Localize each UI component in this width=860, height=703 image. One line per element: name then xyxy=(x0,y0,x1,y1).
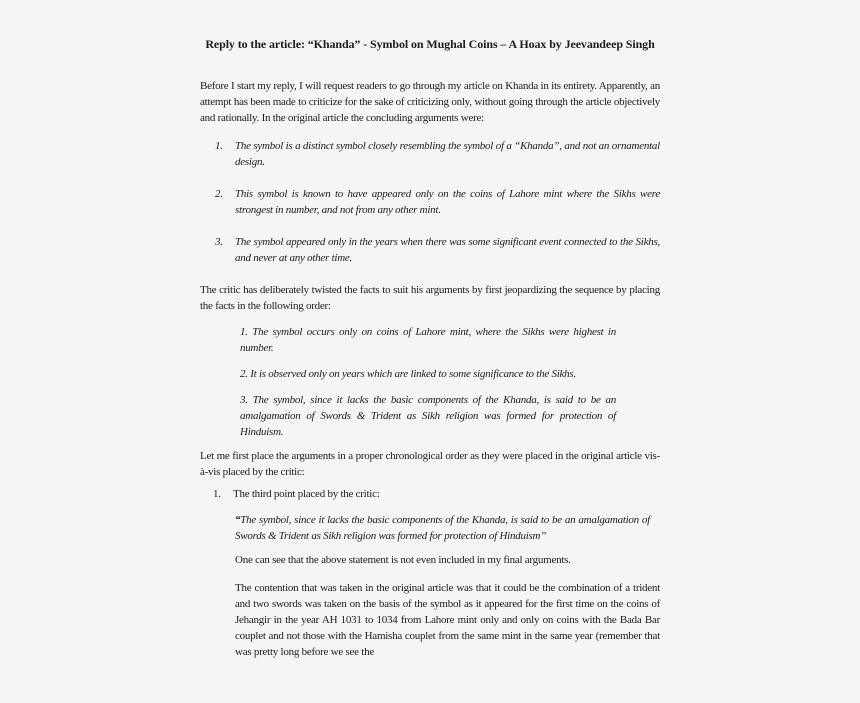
paragraph-observation: One can see that the above statement is not even included in my final arguments. xyxy=(235,554,571,566)
list-item-text: The symbol appeared only in the years when there was some significant event connected to the Sikhs, and never at any other time. xyxy=(235,236,660,264)
paragraph-critic-intro: The critic has deliberately twisted the facts to suit his arguments by first jeopardizing the sequence by placing the facts in the following order: xyxy=(200,284,660,312)
paragraph-chronological-intro: Let me first place the arguments in a proper chronological order as they were placed in the original article vis-à-vis placed by the critic: xyxy=(200,450,660,478)
list-item-concluding-2 xyxy=(215,186,660,218)
concluding-arguments-list xyxy=(200,138,660,266)
list-item-number: 3. xyxy=(215,236,223,248)
document-title: Reply to the article: “Khanda” - Symbol on Mughal Coins – A Hoax by Jeevandeep Singh xyxy=(205,37,655,51)
list-item-concluding-1 xyxy=(215,138,660,170)
critic-order-item-1: 1. The symbol occurs only on coins of Lahore mint, where the Sikhs were highest in number. xyxy=(240,326,616,354)
paragraph-intro: Before I start my reply, I will request readers to go through my article on Khanda in its entirety. Apparently, an attempt has been made to criticize for the sake of criticizing only, without going through the article objectively and rationally. In the original article the concluding arguments were: xyxy=(200,80,660,124)
critic-order-item-2: 2. It is observed only on years which are linked to some significance to the Sikhs. xyxy=(240,368,576,380)
quote-open-mark: “ xyxy=(235,514,241,526)
list-item-number: 1. xyxy=(213,488,221,500)
critic-quote xyxy=(235,512,650,544)
third-point-item xyxy=(200,486,660,502)
list-item-concluding-3 xyxy=(215,234,660,266)
third-point-label: The third point placed by the critic: xyxy=(233,488,380,500)
list-item-number: 1. xyxy=(215,140,223,152)
quote-text: The symbol, since it lacks the basic components of the Khanda, is said to be an amalgamation of Swords & Trident as Sikh religion was formed for protection of Hinduism” xyxy=(235,514,650,542)
list-item-number: 2. xyxy=(215,188,223,200)
critic-order-item-3: 3. The symbol, since it lacks the basic components of the Khanda, is said to be an amalgamation of Swords & Trident as Sikh religion was formed for protection of Hinduism. xyxy=(240,394,616,438)
critic-order-block xyxy=(240,324,616,440)
list-item-text: This symbol is known to have appeared only on the coins of Lahore mint where the Sikhs were strongest in number, and not from any other mint. xyxy=(235,188,660,216)
paragraph-contention: The contention that was taken in the original article was that it could be the combination of a trident and two swords was taken on the basis of the symbol as it appeared for the first time on the coins of Jehangir in the year AH 1031 to 1034 from Lahore mint only and only on coins with the Bada Bar couplet and not those with the Hamisha couplet from the same mint in the same year (remember that was pretty long before we see the xyxy=(235,582,660,658)
list-item-text: The symbol is a distinct symbol closely resembling the symbol of a “Khanda”, and not an ornamental design. xyxy=(235,140,660,168)
